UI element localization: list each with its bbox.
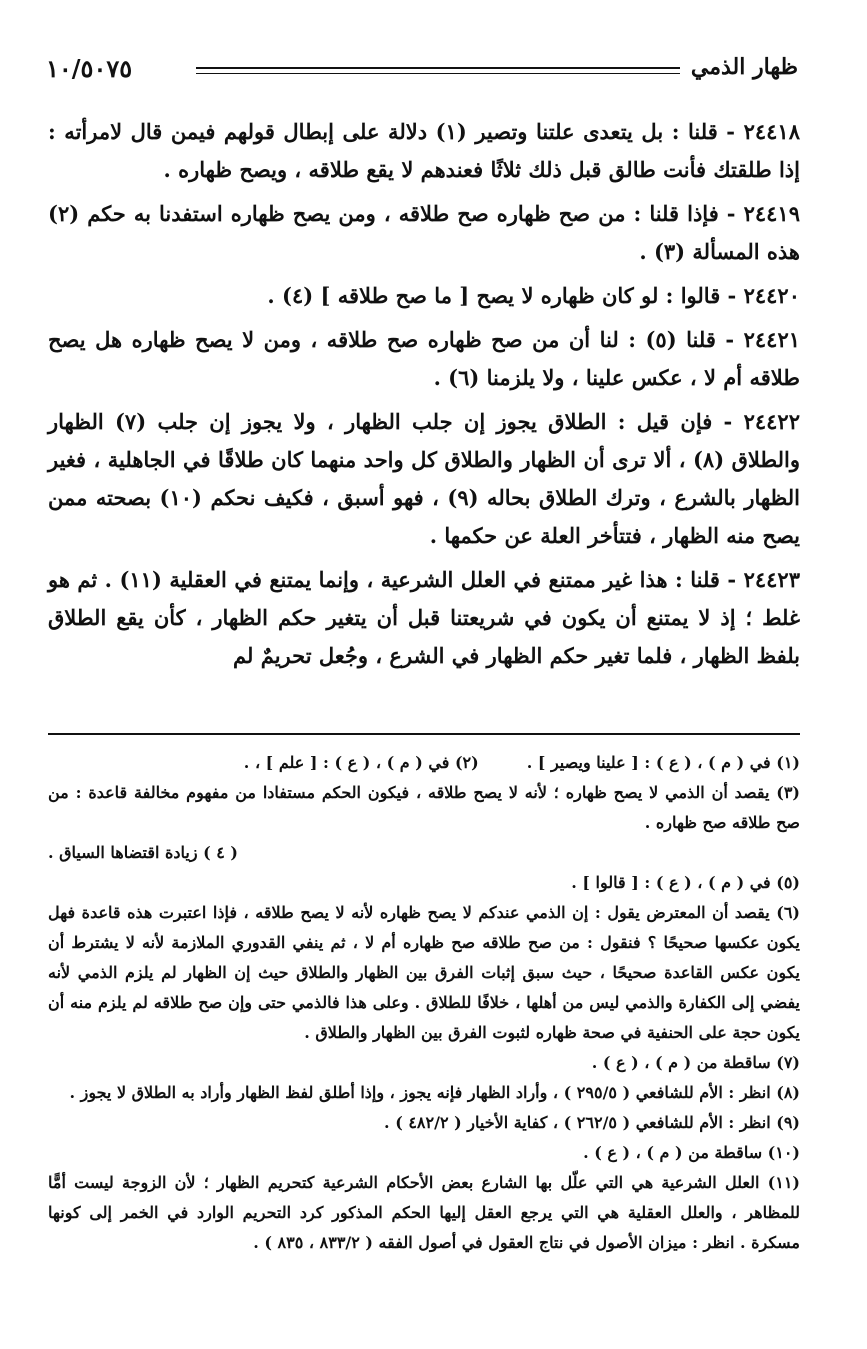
footnotes	[48, 748, 800, 1258]
footnote-10: (١٠) ساقطة من ( م ) ، ( ع ) .	[583, 1143, 800, 1162]
paragraph-24418: ٢٤٤١٨ - قلنا : بل يتعدى علتنا وتصير (١) دلالة على إبطال قولهم فيمن قال لامرأته : إذا طلقتك فأنت طالق قبل ذلك ثلاثًا فعندهم لا يقع طلاقه ، ويصح ظهاره .	[48, 119, 800, 182]
footnote-row	[48, 838, 800, 868]
footnote-6: (٦) يقصد أن المعترض يقول : إن الذمي عندكم لا يصح ظهاره لأنه لا يصح طلاقه ، فإذا اعتبرت هذه قاعدة فهل يكون عكسها صحيحًا ؟ فنقول : من صح طلاقه صح ظهاره أم لا ، ثم ينفي القدوري الملازمة لأنه لا يشترط أن يكون عكس القاعدة صحيحًا ، حيث سبق إثبات الفرق بين الظهار والطلاق حيث إن الظهار لم يلزم الذمي لأنه يفضي إلى الكفارة والذمي ليس من أهلها ، خلافًا للطلاق . وعلى هذا فالذمي حتى وإن صح طلاقه لم يلزم منه أن يكون حجة على الحنفية في صحة ظهاره لثبوت الفرق بين الظهار والطلاق .	[48, 903, 800, 1042]
footnote-4: ( ٤ ) زيادة اقتضاها السياق .	[48, 843, 238, 862]
paragraph-24420: ٢٤٤٢٠ - قالوا : لو كان ظهاره لا يصح [ ما صح طلاقه ] (٤) .	[267, 283, 800, 308]
footnote-1: (١) في ( م ) ، ( ع ) : [ علينا ويصير ] .	[526, 753, 800, 772]
footnote-2: (٢) في ( م ) ، ( ع ) : [ علم ] ، .	[243, 753, 479, 772]
paragraph-24421: ٢٤٤٢١ - قلنا (٥) : لنا أن من صح ظهاره صح طلاقه ، ومن لا يصح ظهاره هل يصح طلاقه أم لا ، عكس علينا ، ولا يلزمنا (٦) .	[48, 327, 801, 390]
header-double-rule	[196, 67, 680, 69]
volume-page-reference: ١٠/٥٠٧٥	[46, 54, 133, 83]
footnote-5: (٥) في ( م ) ، ( ع ) : [ قالوا ] .	[571, 873, 800, 892]
footnote-row	[48, 748, 800, 778]
paragraph-24419: ٢٤٤١٩ - فإذا قلنا : من صح ظهاره صح طلاقه ، ومن يصح ظهاره استفدنا به حكم (٢) هذه المسألة (٣) .	[48, 201, 800, 264]
footnote-7: (٧) ساقطة من ( م ) ، ( ع ) .	[591, 1053, 800, 1072]
paragraph-24423: ٢٤٤٢٣ - قلنا : هذا غير ممتنع في العلل الشرعية ، وإنما يمتنع في العقلية (١١) . ثم هو غلط ؛ إذ لا يمتنع أن يكون في شريعتنا قبل أن يتغير حكم الظهار ، كأن يقع الطلاق بلفظ الظهار ، فلما تغير حكم الظهار في الشرع ، وجُعل تحريمٌ لم	[48, 567, 800, 668]
running-title: ظهار الذمي	[690, 54, 798, 80]
footnote-11: (١١) العلل الشرعية هي التي علّل بها الشارع بعض الأحكام الشرعية كتحريم الظهار ؛ لأن الزوجة ليست أمًّا للمظاهر ، والعلل العقلية هي التي يرجع العقل إليها الحكم المذكور كرد التحريم الوارد في الخمر إلى كونها مسكرة . انظر : ميزان الأصول في نتاج العقول في أصول الفقه ( ٨٣٣/٢ ، ٨٣٥ ) .	[48, 1173, 800, 1252]
main-text	[48, 113, 800, 681]
footnote-3: (٣) يقصد أن الذمي لا يصح ظهاره ؛ لأنه لا يصح طلاقه ، فيكون الحكم مستفادا من مفهوم مخالفة قاعدة : من صح طلاقه صح ظهاره .	[48, 783, 800, 832]
footnote-9: (٩) انظر : الأم للشافعي ( ٢٦٢/٥ ) ، كفاية الأخيار ( ٤٨٢/٢ ) .	[384, 1113, 800, 1132]
paragraph-24422: ٢٤٤٢٢ - فإن قيل : الطلاق يجوز إن جلب الظهار ، ولا يجوز إن جلب (٧) الظهار والطلاق (٨) ، ألا ترى أن الظهار والطلاق كل واحد منهما كان طلاقًا في الجاهلية ، فغير الظهار بالشرع ، وترك الطلاق بحاله (٩) ، فهو أسبق ، فكيف نحكم (١٠) بصحته ممن يصح منه الظهار ، فتتأخر العلة عن حكمها .	[48, 409, 801, 548]
footnote-8: (٨) انظر : الأم للشافعي ( ٢٩٥/٥ ) ، وأراد الظهار فإنه يجوز ، وإذا أطلق لفظ الظهار وأراد به الطلاق لا يجوز .	[69, 1083, 800, 1102]
running-header	[46, 52, 798, 92]
footnote-separator	[48, 733, 800, 735]
